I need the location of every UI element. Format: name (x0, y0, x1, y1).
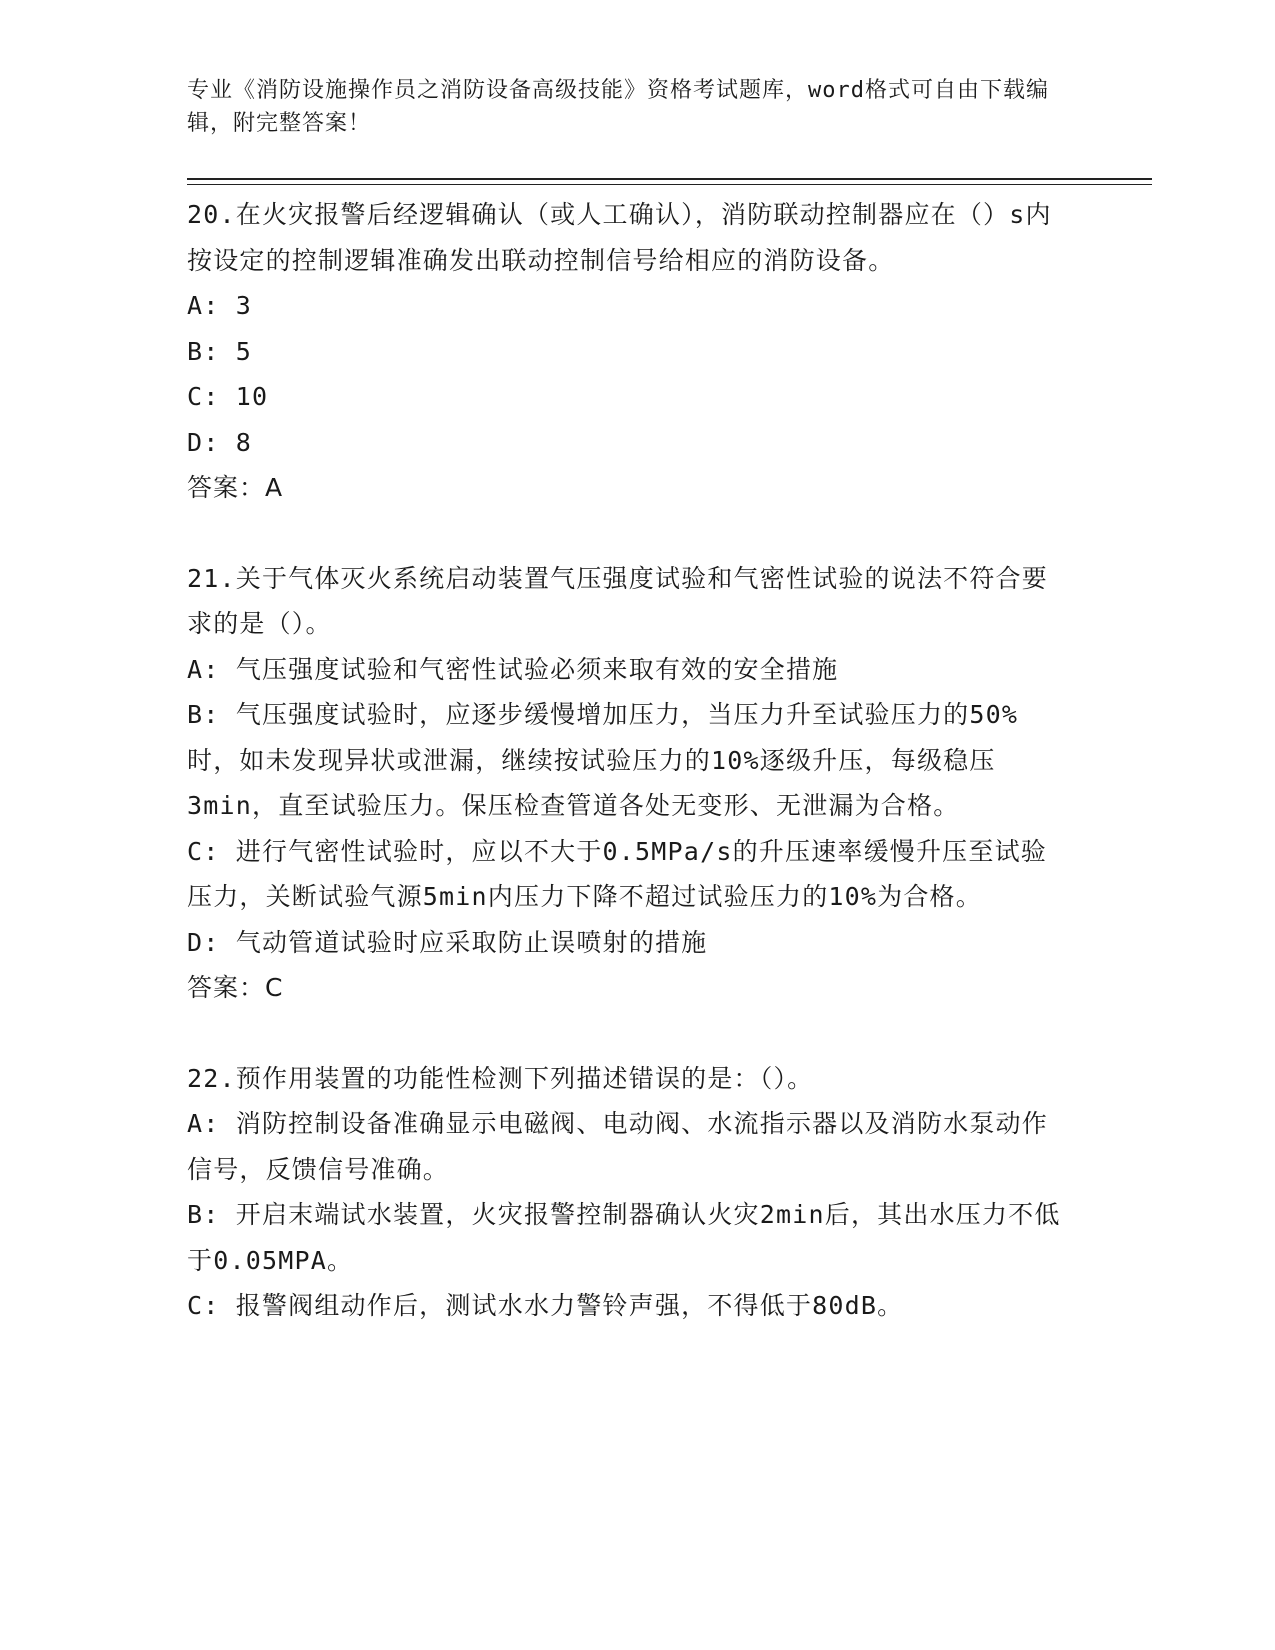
option-a: A: 3 (187, 291, 253, 320)
option-c: C: 报警阀组动作后，测试水水力警铃声强，不得低于80dB。 (187, 1291, 904, 1320)
question-stem: 21.关于气体灭火系统启动装置气压强度试验和气密性试验的说法不符合要求的是（）。 (187, 563, 1048, 638)
question-stem: 20.在火灾报警后经逻辑确认（或人工确认），消防联动控制器应在（）s内按设定的控制逻辑准确发出联动控制信号给相应的消防设备。 (187, 200, 1052, 275)
question-22 (187, 1056, 1067, 1329)
option-b: B: 开启末端试水装置，火灾报警控制器确认火灾2min后，其出水压力不低于0.05MPA。 (187, 1200, 1061, 1275)
option-d: D: 气动管道试验时应采取防止误喷射的措施 (187, 927, 708, 957)
answer: 答案：C (187, 973, 284, 1002)
header-rule-thick (187, 178, 1152, 180)
option-a: A: 消防控制设备准确显示电磁阀、电动阀、水流指示器以及消防水泵动作信号，反馈信号准确。 (187, 1109, 1048, 1184)
question-21 (187, 556, 1067, 1011)
document-header: 专业《消防设施操作员之消防设备高级技能》资格考试题库，word格式可自由下载编辑，附完整答案！ (187, 78, 1049, 136)
question-20 (187, 192, 1067, 511)
question-list (187, 192, 1067, 1374)
answer: 答案：A (187, 473, 284, 502)
option-b: B: 5 (187, 336, 253, 366)
option-d: D: 8 (187, 427, 253, 457)
option-a: A: 气压强度试验和气密性试验必须来取有效的安全措施 (187, 654, 839, 684)
option-b: B: 气压强度试验时，应逐步缓慢增加压力，当压力升至试验压力的50%时，如未发现异状或泄漏，继续按试验压力的10%逐级升压，每级稳压3min，直至试验压力。保压检查管道各处无变形、无泄漏为合格。 (187, 700, 1019, 820)
option-c: C: 进行气密性试验时，应以不大于0.5MPa/s的升压速率缓慢升压至试验压力，关断试验气源5min内压力下降不超过试验压力的10%为合格。 (187, 836, 1047, 911)
header-rule-thin (187, 184, 1152, 185)
option-c: C: 10 (187, 382, 269, 411)
question-stem: 22.预作用装置的功能性检测下列描述错误的是：（）。 (187, 1063, 814, 1093)
